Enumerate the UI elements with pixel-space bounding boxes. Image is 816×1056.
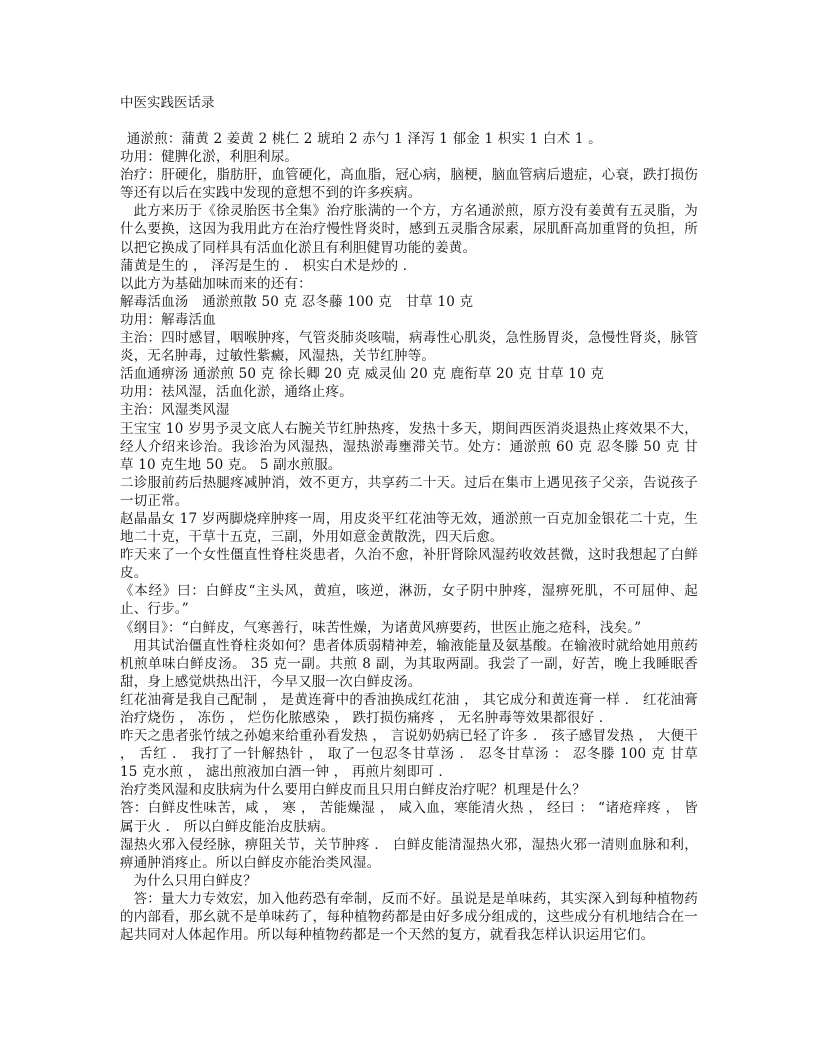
- paragraph: 红花油膏是我自己配制 ， 是黄连膏中的香油换成红花油 ， 其它成分和黄连膏一样 ． 红花油膏治疗烧伤 ， 冻伤 ， 烂伤化脓感染 ， 跌打损伤痛疼 ， 无名肿毒等效果都很好 ．: [120, 691, 698, 726]
- paragraph: 以此方为基础加味而来的还有：: [120, 275, 312, 292]
- paragraph: 用其试治僵直性脊柱炎如何？患者体质弱精神差，输液能量及氨基酸。在输液时就给她用煎药机煎单味白鲜皮汤。 35 克一副。共煎 8 副，为其取两副。我尝了一副，好苦，晚上我睡眠香甜，身上感觉烘热出汗，今早又服一次白鲜皮汤。: [120, 637, 698, 690]
- paragraph: 昨天来了一个女性僵直性脊柱炎患者，久治不愈，补肝肾除风湿药收效甚微，这时我想起了白鲜皮。: [120, 547, 698, 582]
- paragraph: 功用：健脾化淤，利胆利尿。: [120, 149, 299, 166]
- paragraph: 蒲黄是生的 ， 泽泻是生的 ． 枳实白术是炒的 ．: [120, 257, 417, 274]
- paragraph: 解毒活血汤 通淤煎散 50 克 忍冬藤 100 克 甘草 10 克: [120, 293, 474, 310]
- paragraph: 活血通痹汤 通淤煎 50 克 徐长卿 20 克 威灵仙 20 克 鹿衔草 20 克 甘草 10 克: [120, 366, 605, 383]
- paragraph: 为什么只用白鲜皮？: [133, 872, 257, 889]
- paragraph: 功用：解毒活血: [120, 311, 216, 328]
- paragraph: 治疗：肝硬化，脂肪肝，血管硬化，高血脂，冠心病，脑梗，脑血管病后遗症，心衰，跌打损伤等还有以后在实践中发现的意想不到的许多疾病。: [120, 167, 698, 202]
- document-title: 中医实践医话录: [120, 95, 215, 111]
- paragraph: 功用：祛风湿，活血化淤，通络止疼。: [120, 384, 353, 401]
- paragraph: 《本经》曰：白鲜皮“主头风，黄疸，咳逆，淋沥，女子阴中肿疼，湿痹死肌，不可屈伸、起止、行步。”: [120, 583, 698, 618]
- document-page: [120, 94, 698, 944]
- document-body: [120, 130, 698, 944]
- paragraph: 王宝宝 10 岁男予灵文底人右腕关节红肿热疼，发热十多天，期间西医消炎退热止疼效果不大，经人介绍来诊治。我诊治为风湿热，湿热淤毒壅滞关节。处方：通淤煎 60 克 忍冬滕 50 克 甘草 10 克生地 50 克。 5 副水煎服。: [120, 420, 698, 473]
- paragraph: 主治：四时感冒，咽喉肿疼，气管炎肺炎咳喘，病毒性心肌炎，急性肠胃炎，急慢性肾炎，脉管炎，无名肿毒，过敏性紫癜，风湿热，关节红肿等。: [120, 330, 698, 365]
- paragraph: 答：白鲜皮性味苦，咸 ， 寒 ， 苦能燥湿 ， 咸入血，寒能清火热 ， 经曰 ： “诸疮痒疼 ， 皆属于火 ． 所以白鲜皮能治皮肤病。: [120, 800, 698, 835]
- paragraph: 湿热火邪入侵经脉，痹阻关节，关节肿疼 ． 白鲜皮能清湿热火邪，湿热火邪一清则血脉和利，痹通肿消疼止。所以白鲜皮亦能治类风湿。: [120, 836, 698, 871]
- paragraph: 《纲目》：“白鲜皮，气寒善行，味苦性燥，为诸黄风痹要药，世医止施之疮科，浅矣。”: [120, 619, 642, 636]
- paragraph: 治疗类风湿和皮肤病为什么要用白鲜皮而且只用白鲜皮治疗呢？机理是什么？: [120, 782, 586, 799]
- paragraph: 主治：风湿类风湿: [120, 402, 230, 419]
- paragraph: 赵晶晶女 17 岁两脚烧痒肿疼一周，用皮炎平红花油等无效，通淤煎一百克加金银花二十克，生地二十克，干草十五克，三副，外用如意金黄散洗，四天后愈。: [120, 510, 698, 546]
- paragraph: 通淤煎：蒲黄 2 姜黄 2 桃仁 2 琥珀 2 赤勺 1 泽泻 1 郁金 1 枳实 1 白术 1 。: [126, 131, 602, 147]
- paragraph: 昨天之患者张竹绒之孙媳来给重孙看发热 ， 言说奶奶病已轻了许多 ． 孩子感冒发热 ， 大便干 ， 舌红 ． 我打了一针解热针 ， 取了一包忍冬甘草汤 ． 忍冬甘草汤 ： 忍冬滕 100 克 甘草 15 克水煎 ， 滤出煎液加白酒一钟 ， 再煎片刻即可 ．: [120, 728, 698, 781]
- paragraph: 此方来历于《徐灵胎医书全集》治疗胀满的一个方，方名通淤煎，原方没有姜黄有五灵脂，为什么要换，这因为我用此方在治疗慢性肾炎时，感到五灵脂含尿素，尿肌酐高加重肾的负担，所以把它换成了同样具有活血化淤且有利胆健胃功能的姜黄。: [120, 203, 698, 256]
- paragraph: 二诊服前药后热腿疼减肿消，效不更方，共享药二十天。过后在集市上遇见孩子父亲，告说孩子一切正常。: [120, 474, 698, 509]
- paragraph: 答：量大力专效宏，加入他药恐有牵制，反而不好。虽说是是单味药，其实深入到每种植物药的内部看，那幺就不是单味药了，每种植物药都是由好多成分组成的，这些成分有机地结合在一起共同对人体起作用。所以每种植物药都是一个天然的复方，就看我怎样认识运用它们。: [120, 890, 698, 944]
